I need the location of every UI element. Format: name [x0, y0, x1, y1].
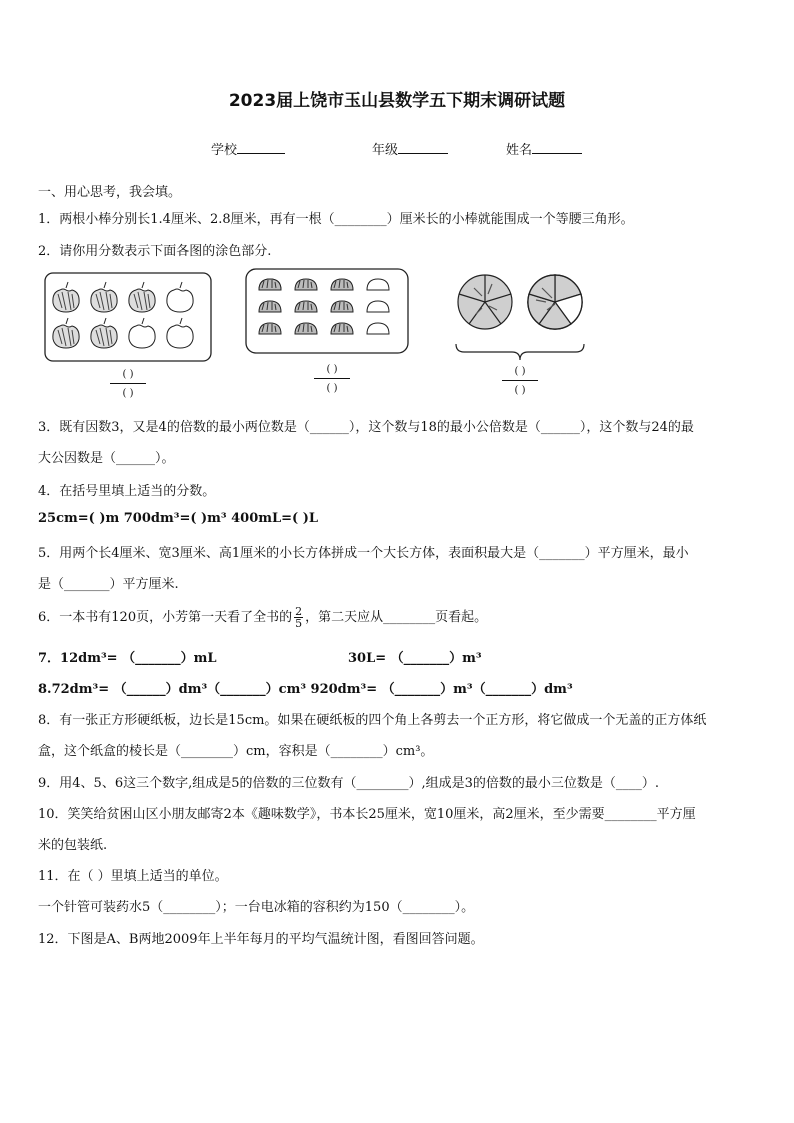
- apple-icon: [53, 318, 79, 348]
- fruit-icon: [259, 301, 281, 312]
- fraction-2-denominator[interactable]: ( ): [326, 383, 338, 394]
- question-7-line-1b: 30L= （_______）m³: [348, 651, 482, 666]
- question-3-line-1: 3．既有因数3，又是4的倍数的最小两位数是（______），这个数与18的最小公倍数是（______），这个数与24的最: [38, 420, 694, 435]
- question-11: 11．在（ ）里填上适当的单位。: [38, 869, 228, 884]
- grade-field: [372, 139, 448, 158]
- fraction-3-denominator[interactable]: ( ): [514, 385, 526, 396]
- school-label: 学校: [211, 143, 238, 158]
- question-4: 4．在括号里填上适当的分数。: [38, 484, 216, 499]
- name-field: [506, 139, 582, 158]
- grade-label: 年级: [372, 143, 399, 158]
- school-blank[interactable]: [237, 140, 285, 154]
- fruit-icon: [367, 279, 389, 290]
- fraction-1-denominator[interactable]: ( ): [122, 388, 134, 399]
- fraction-3-numerator[interactable]: ( ): [514, 366, 526, 377]
- fraction-two-fifths: [294, 606, 303, 629]
- question-3-line-2: 大公因数是（______）。: [38, 451, 175, 466]
- fraction-numerator: 2: [295, 605, 303, 618]
- section-heading: 一、用心思考，我会填。: [38, 185, 182, 200]
- question-5-line-1: 5．用两个长4厘米、宽3厘米、高1厘米的小长方体拼成一个大长方体，表面积最大是（_______）平方厘米，最小: [38, 546, 689, 561]
- question-10-line-1: 10．笑笑给贫困山区小朋友邮寄2本《趣味数学》，书本长25厘米，宽10厘米，高2厘米，至少需要________平方厘: [38, 807, 696, 822]
- question-12: 12．下图是A、B两地2009年上半年每月的平均气温统计图，看图回答问题。: [38, 932, 484, 947]
- question-8-line-2: 盒，这个纸盒的棱长是（________）cm，容积是（________）cm³。: [38, 744, 434, 759]
- apple-icon: [129, 282, 155, 312]
- apple-icon: [91, 318, 117, 348]
- question-7-line-2: 8.72dm³= （______）dm³（_______）cm³ 920dm³= （_______）m³（_______）dm³: [38, 682, 573, 697]
- name-label: 姓名: [506, 143, 533, 158]
- school-field: [211, 139, 285, 158]
- fruit-icon: [331, 323, 353, 334]
- fraction-1-bar: [110, 383, 146, 384]
- question-2: 2．请你用分数表示下面各图的涂色部分.: [38, 244, 272, 259]
- fruit-icon: [367, 301, 389, 312]
- question-9: 9．用4、5、6这三个数字,组成是5的倍数的三位数有（________）,组成是3的倍数的最小三位数是（____）.: [38, 776, 660, 791]
- fraction-denominator: 5: [295, 617, 303, 630]
- fraction-2-bar: [314, 378, 350, 379]
- circles-figure: [452, 270, 588, 366]
- question-6: [38, 606, 487, 629]
- fruit-icon: [331, 301, 353, 312]
- page-title: 2023届上饶市玉山县数学五下期末调研试题: [228, 91, 566, 111]
- fruit-icon: [295, 301, 317, 312]
- apple-icon: [129, 318, 155, 348]
- question-1: 1．两根小棒分别长1.4厘米、2.8厘米，再有一根（________）厘米长的小棒就能围成一个等腰三角形。: [38, 212, 634, 227]
- question-6-text-a: 6．一本书有120页，小芳第一天看了全书的: [38, 610, 293, 625]
- name-blank[interactable]: [532, 140, 582, 154]
- fruit-icon: [367, 323, 389, 334]
- question-11-items: 一个针管可装药水5（________）；一台电冰箱的容积约为150（________）。: [38, 900, 475, 915]
- fraction-2-numerator[interactable]: ( ): [326, 364, 338, 375]
- question-10-line-2: 米的包装纸.: [38, 838, 108, 853]
- question-7-line-1a: 7．12dm³= （_______）mL: [38, 651, 217, 666]
- question-5-line-2: 是（_______）平方厘米.: [38, 577, 179, 592]
- apple-icon: [53, 282, 79, 312]
- fraction-1-numerator[interactable]: ( ): [122, 369, 134, 380]
- question-8-line-1: 8．有一张正方形硬纸板，边长是15cm。如果在硬纸板的四个角上各剪去一个正方形，将它做成一个无盖的正方体纸: [38, 713, 707, 728]
- fruit-icon: [259, 323, 281, 334]
- fraction-3-bar: [502, 380, 538, 381]
- apple-icon: [167, 318, 193, 348]
- apple-icon: [167, 282, 193, 312]
- fruit-icon: [331, 279, 353, 290]
- question-6-text-b: ，第二天应从________页看起。: [305, 610, 488, 625]
- fruits-figure: [245, 268, 409, 354]
- grade-blank[interactable]: [398, 140, 448, 154]
- fruit-icon: [295, 323, 317, 334]
- apple-icon: [91, 282, 117, 312]
- apples-figure: [44, 272, 212, 362]
- fruit-icon: [295, 279, 317, 290]
- question-4-items: 25cm=( )m 700dm³=( )m³ 400mL=( )L: [38, 511, 319, 526]
